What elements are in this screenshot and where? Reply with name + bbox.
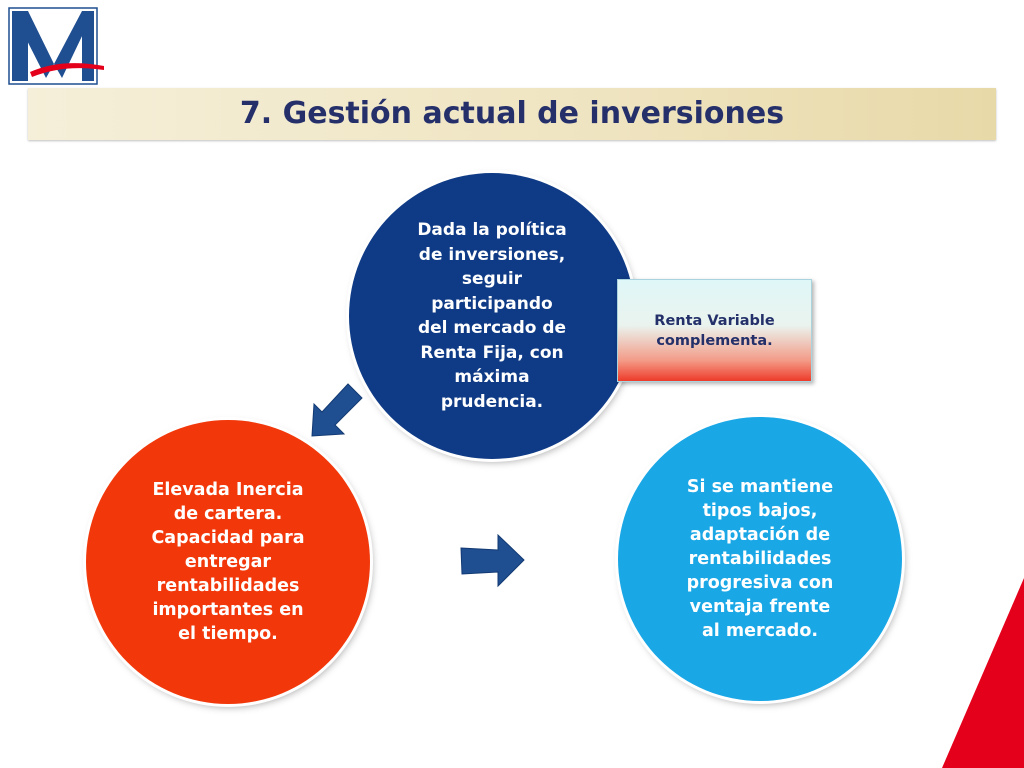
circle-tipos-bajos [618,417,902,701]
corner-accent-shape [924,568,1024,768]
callout-renta-variable-text: Renta Variable complementa. [654,312,775,349]
circle-tipos-bajos-text: Si se mantiene tipos bajos, adaptación de rentabilidades progresiva con ventaja frente al mercado. [686,477,834,641]
circle-inercia-cartera-text: Elevada Inercia de cartera. Capacidad para entregar rentabilidades importantes en el tiempo. [151,480,305,644]
title-bar [28,88,996,140]
arrow-down-left-icon [300,376,370,446]
circle-renta-fija-text: Dada la política de inversiones, seguir participando del mercado de Renta Fija, con máxima prudencia. [417,220,567,412]
slide-title: 7. Gestión actual de inversiones [239,96,785,131]
arrow-right-icon [458,533,528,591]
circle-inercia-cartera [86,420,370,704]
circle-renta-fija [349,173,635,459]
callout-renta-variable [617,279,812,382]
company-logo [6,6,106,86]
